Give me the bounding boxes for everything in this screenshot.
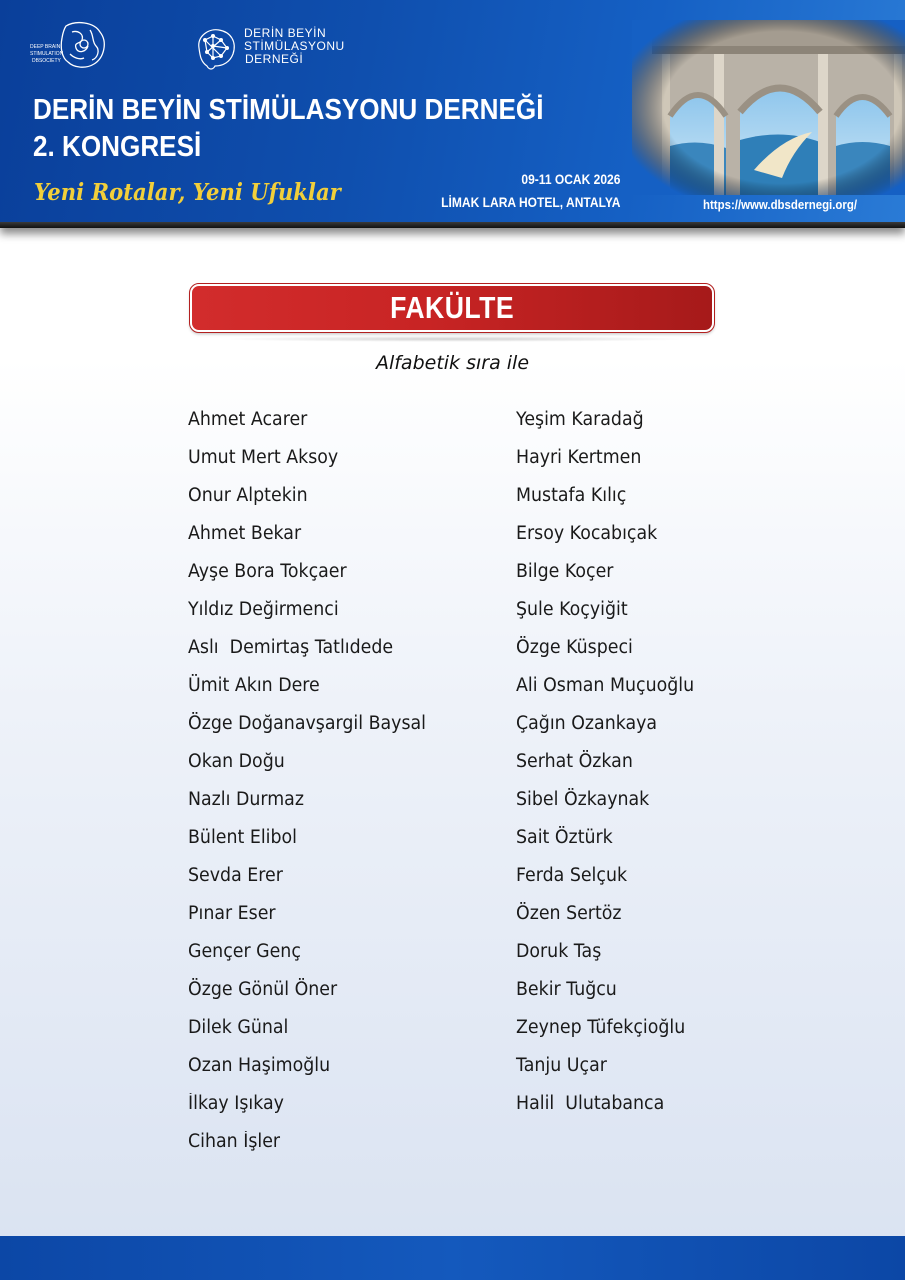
- faculty-name: Nazlı Durmaz: [188, 789, 304, 810]
- faculty-name: Yeşim Karadağ: [516, 409, 644, 430]
- faculty-name: Cihan İşler: [188, 1131, 281, 1152]
- congress-slogan: Yeni Rotalar, Yeni Ufuklar: [34, 179, 341, 206]
- faculty-name: Ersoy Kocabıçak: [516, 523, 658, 544]
- event-info: [441, 168, 620, 214]
- faculty-name: Tanju Uçar: [516, 1055, 607, 1076]
- hadrians-gate-photo: [632, 20, 905, 195]
- brain-logo-icon: [28, 18, 112, 72]
- congress-header: [0, 0, 905, 228]
- logo1-line3: DBSOCIETY: [32, 58, 61, 64]
- website-url[interactable]: https://www.dbsdernegi.org/: [703, 197, 858, 212]
- faculty-name: Ahmet Bekar: [188, 523, 302, 544]
- faculty-name: Sevda Erer: [188, 865, 283, 886]
- event-dates: 09-11 OCAK 2026: [520, 171, 620, 187]
- faculty-banner: [190, 284, 714, 332]
- faculty-name: Bilge Koçer: [516, 561, 614, 582]
- faculty-name: Mustafa Kılıç: [516, 485, 627, 506]
- faculty-name: Onur Alptekin: [188, 485, 308, 506]
- faculty-name: Serhat Özkan: [516, 751, 633, 772]
- logo1-line1: DEEP BRAIN: [30, 44, 61, 50]
- congress-title-line2: 2. KONGRESİ: [33, 131, 202, 163]
- faculty-name: Pınar Eser: [188, 903, 276, 924]
- network-brain-icon: [193, 26, 239, 72]
- faculty-name: Özge Küspeci: [516, 637, 633, 658]
- faculty-name: Bülent Elibol: [188, 827, 298, 848]
- logo2-line1: DERİN BEYİN: [244, 26, 327, 40]
- faculty-name: Yıldız Değirmenci: [188, 599, 339, 620]
- faculty-name: İlkay Işıkay: [188, 1093, 284, 1114]
- faculty-name: Sait Öztürk: [516, 827, 613, 848]
- faculty-name: Özen Sertöz: [516, 903, 622, 924]
- faculty-name: Sibel Özkaynak: [516, 789, 650, 810]
- faculty-name: Ahmet Acarer: [188, 409, 308, 430]
- faculty-name: Ferda Selçuk: [516, 865, 628, 886]
- faculty-name: Ümit Akın Dere: [188, 675, 320, 696]
- faculty-name: Özge Doğanavşargil Baysal: [188, 713, 426, 734]
- faculty-list-left: [188, 405, 441, 1165]
- faculty-name: Ozan Haşimoğlu: [188, 1055, 331, 1076]
- faculty-name: Hayri Kertmen: [516, 447, 642, 468]
- logo1-line2: STIMULATION: [30, 51, 64, 57]
- logo2-line2: STİMÜLASYONU: [244, 39, 345, 53]
- faculty-name: Doruk Taş: [516, 941, 602, 962]
- congress-title-line1: DERİN BEYİN STİMÜLASYONU DERNEĞİ: [33, 94, 544, 126]
- faculty-name: Çağın Ozankaya: [516, 713, 658, 734]
- congress-title: [33, 92, 543, 166]
- faculty-name: Umut Mert Aksoy: [188, 447, 339, 468]
- footer-bar: [0, 1236, 905, 1280]
- banner-shadow: [215, 336, 695, 342]
- faculty-name: Halil Ulutabanca: [516, 1093, 665, 1114]
- faculty-name: Zeynep Tüfekçioğlu: [516, 1017, 686, 1038]
- faculty-name: Ayşe Bora Tokçaer: [188, 561, 347, 582]
- faculty-name: Okan Doğu: [188, 751, 285, 772]
- association-logo-text: [244, 27, 345, 66]
- faculty-name: Ali Osman Muçuoğlu: [516, 675, 695, 696]
- faculty-list-right: [516, 405, 706, 1127]
- sort-note: Alfabetik sıra ile: [375, 352, 530, 374]
- faculty-name: Gençer Genç: [188, 941, 301, 962]
- event-venue: LİMAK LARA HOTEL, ANTALYA: [440, 194, 620, 210]
- faculty-name: Dilek Günal: [188, 1017, 289, 1038]
- faculty-name: Bekir Tuğcu: [516, 979, 617, 1000]
- faculty-name: Özge Gönül Öner: [188, 979, 338, 1000]
- faculty-banner-title: FAKÜLTE: [390, 290, 514, 325]
- logo2-line3: DERNEĞİ: [245, 52, 304, 66]
- faculty-name: Şule Koçyiğit: [516, 599, 628, 620]
- faculty-name: Aslı Demirtaş Tatlıdede: [188, 637, 394, 658]
